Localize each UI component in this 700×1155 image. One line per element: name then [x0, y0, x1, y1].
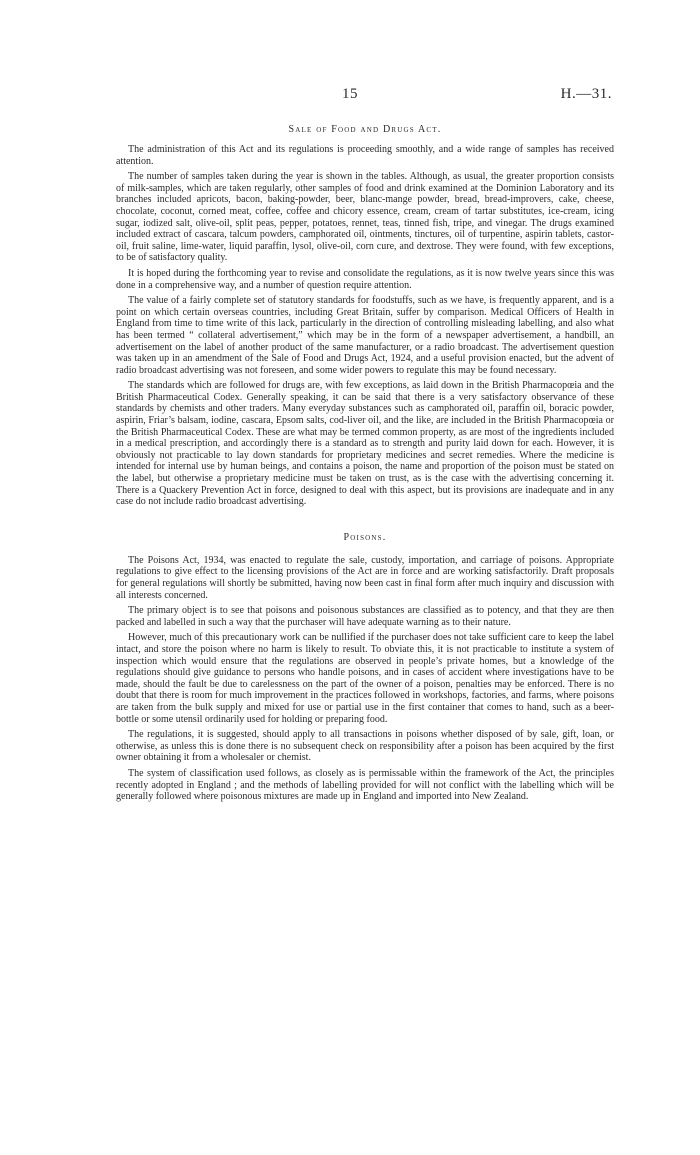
paragraph: The Poisons Act, 1934, was enacted to regulate the sale, custody, importation, and carriage of poisons. Appropriate regulations to give effect to the licensing provisions of the Act are in force and are working satisfactorily. Draft proposals for general regulations will shortly be submitted, having now been cast in final form after much inquiry and discussion with all interests concerned. — [116, 554, 614, 601]
paragraph: The number of samples taken during the year is shown in the tables. Although, as usual, the greater proportion consists of milk-samples, which are taken regularly, other samples of food and drink examined at the Dominion Laboratory and its branches included apricots, bacon, baking-powder, beer, blanc-mange powder, bread, bread-improvers, cake, cheese, chocolate, coconut, corned meat, coffee, coffee and chicory essence, cream, cream of tartar substitutes, ice-cream, icing sugar, iodized salt, olive-oil, split peas, pepper, potatoes, rennet, teas, tinned fish, tripe, and vinegar. The drugs examined included extract of cascara, talcum powders, camphorated oil, ointments, tinctures, oil of turpentine, aspirin tablets, castor-oil, fruit saline, lime-water, liquid paraffin, lysol, olive-oil, corn cure, and dextrose. They were found, with few exceptions, to be of satisfactory quality. — [116, 171, 614, 264]
paragraph: The primary object is to see that poisons and poisonous substances are classified as to potency, and that they are then packed and labelled in such a way that the purchaser will have adequate warning as to their nature. — [116, 605, 614, 628]
paragraph: The administration of this Act and its regulations is proceeding smoothly, and a wide range of samples has received attention. — [116, 144, 614, 167]
page-reference: H.—31. — [560, 86, 612, 102]
paragraph: It is hoped during the forthcoming year to revise and consolidate the regulations, as it is now twelve years since this was done in a comprehensive way, and a number of question require attention. — [116, 267, 614, 291]
section-heading-food-and-drugs: Sale of Food and Drugs Act. — [288, 124, 442, 135]
paragraph: However, much of this precautionary work can be nullified if the purchaser does not take sufficient care to keep the label intact, and store the poison where no harm is likely to result. To obviate this, it is not practicable to institute a system of inspection which would ensure that the regulations are observed in people’s private homes, but a knowledge of the regulations should give guidance to persons who handle poisons, and in cases of accident where investigations have to be made, should the fault be due to carelessness on the part of the owner of a poison, penalties may be enforced. There is no doubt that there is room for much improvement in the practices followed in workshops, factories, and farms, where poisons are taken from the bulk supply and mixed for use or partial use in the first container that comes to hand, such as a beer-bottle or some utensil ordinarily used for holding or preparing food. — [116, 632, 614, 725]
paragraph: The system of classification used follows, as closely as is permissable within the framework of the Act, the principles recently adopted in England ; and the methods of labelling provided for will not conflict with the labelling which will be generally followed where poisonous mixtures are made up in England and imported into New Zealand. — [116, 767, 614, 803]
section-heading-poisons: Poisons. — [343, 531, 387, 543]
paragraph: The regulations, it is suggested, should apply to all transactions in poisons whether disposed of by sale, gift, loan, or otherwise, as unless this is done there is no subsequent check on responsibility after a poison has been acquired by the first owner obtaining it from a wholesaler or chemist. — [116, 729, 614, 764]
paragraph: The standards which are followed for drugs are, with few exceptions, as laid down in the British Pharmacopœia and the British Pharmaceutical Codex. Generally speaking, it can be said that there is a very satisfactory observance of these standards by chemists and other traders. Many everyday substances such as camphorated oil, paraffin oil, boracic powder, aspirin, Friar’s balsam, iodine, cascara, Epsom salts, cod-liver oil, and the like, are included in the British Pharmacopœia or the British Pharmaceutical Codex. These are what may be termed common property, as are most of the ingredients included in a medical prescription, and accordingly there is a standard as to strength and purity laid down for each. However, it is obviously not practicable to lay down standards for proprietary medicines and secret remedies. Where the medicine is intended for internal use by human beings, and contains a poison, the name and proportion of the poison must be stated on the label, but otherwise a proprietary medicine must be taken on trust, as is the case with the advertising concerning it. There is a Quackery Prevention Act in force, designed to deal with this aspect, but its provisions are inadequate and in any case do not include radio broadcast advertising. — [116, 380, 614, 508]
paragraph: The value of a fairly complete set of statutory standards for foodstuffs, such as we have, is frequently apparent, and is a point on which certain overseas countries, including Great Britain, suffer by comparison. Medical Officers of Health in England from time to time write of this lack, particularly in the direction of controlling misleading labelling, and also what has been termed “ collateral advertisement,” which may be in the form of a newspaper advertisement, a handbill, an advertisement on the label of another product of the same manufacturer, or a radio broadcast. The advertisement question was taken up in an amendment of the Sale of Food and Drugs Act, 1924, and a useful provision enacted, but the advent of radio broadcast advertising was not foreseen, and some wider powers to regulate this may be found necessary. — [116, 295, 614, 376]
page-body — [116, 124, 614, 807]
page-number: 15 — [342, 86, 358, 102]
